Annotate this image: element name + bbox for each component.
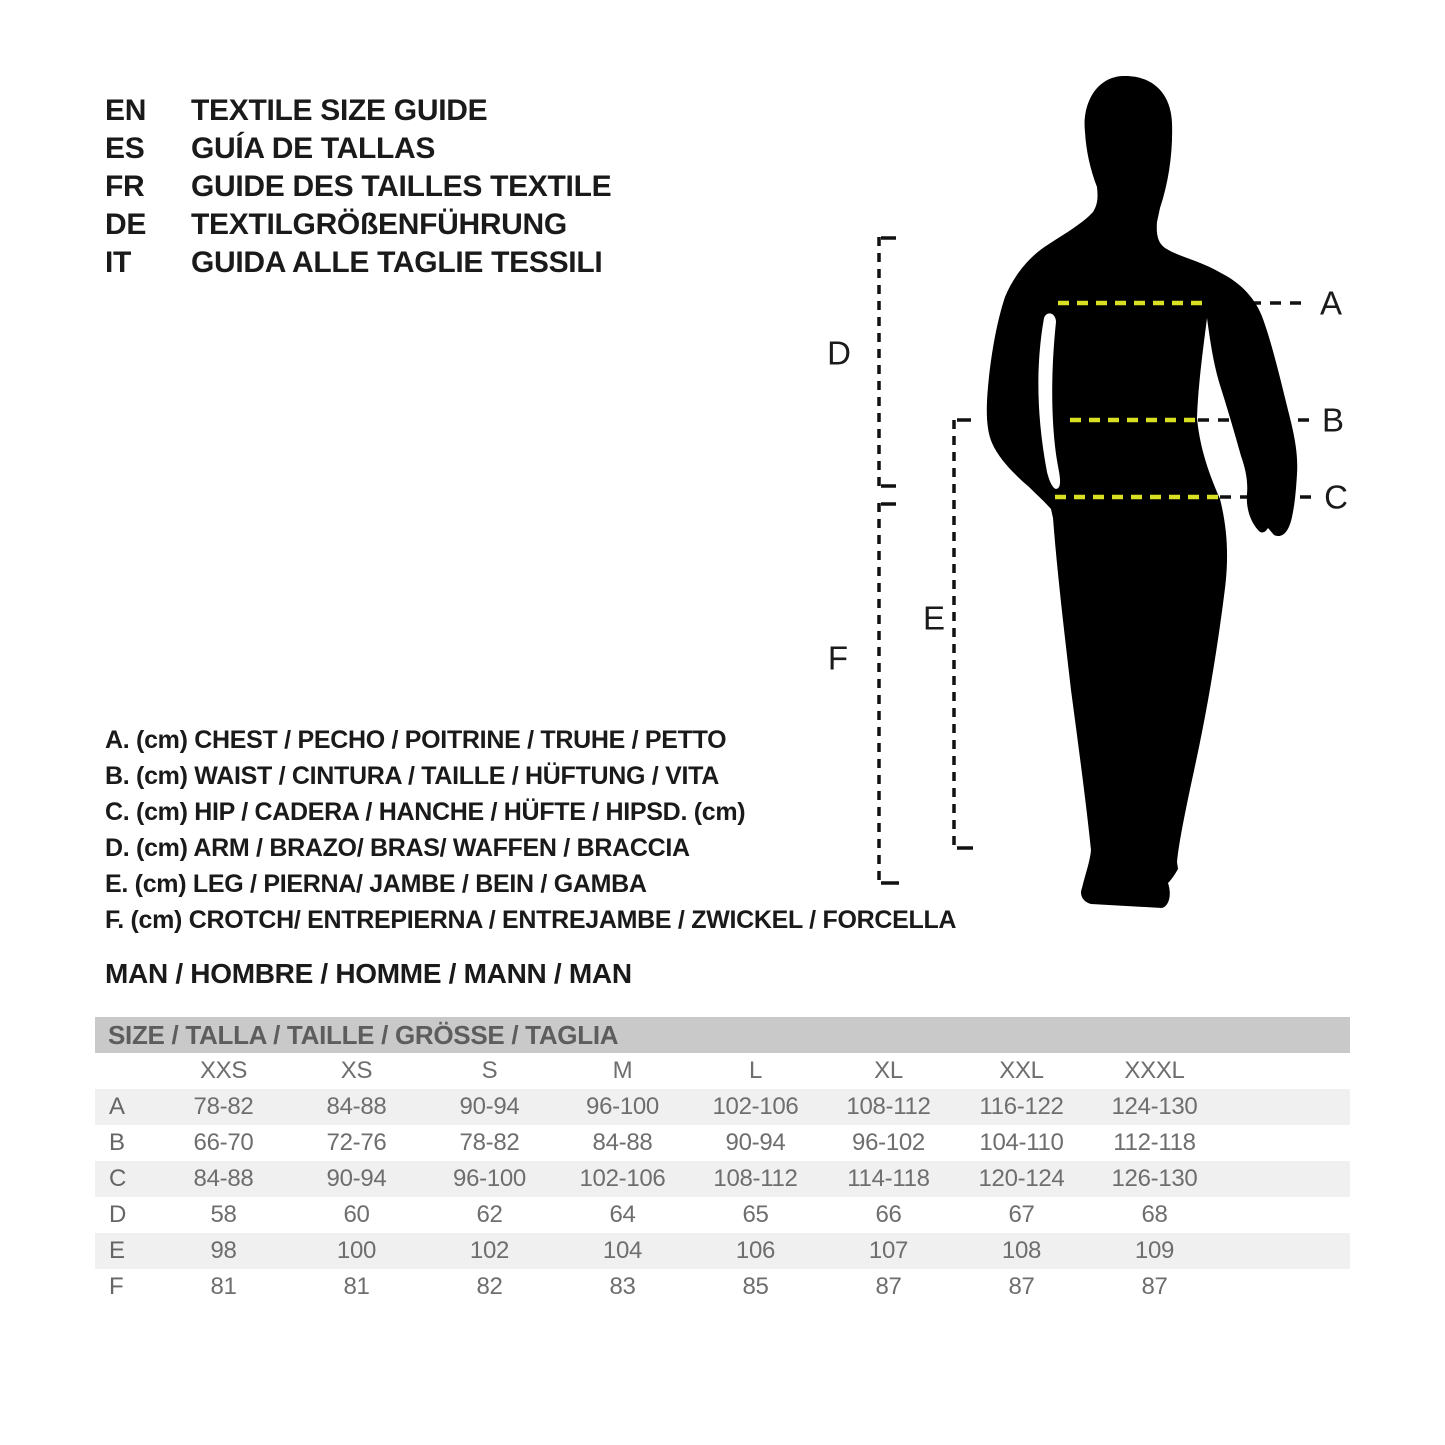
guide-title: TEXTILE SIZE GUIDE bbox=[191, 94, 488, 127]
guide-title: TEXTILGRÖßENFÜHRUNG bbox=[191, 208, 567, 241]
size-column-header: XL bbox=[874, 1057, 903, 1084]
language-code: FR bbox=[105, 170, 145, 203]
cell: 66-70 bbox=[193, 1129, 254, 1156]
cell: 116-122 bbox=[979, 1093, 1064, 1120]
cell-filler bbox=[1221, 1089, 1350, 1125]
cell: 87 bbox=[875, 1273, 902, 1300]
cell: 106 bbox=[735, 1237, 776, 1264]
cell: 66 bbox=[875, 1201, 902, 1228]
table-row-crotch bbox=[95, 1269, 1350, 1305]
cell: 114-118 bbox=[847, 1165, 930, 1192]
cell: 90-94 bbox=[725, 1129, 786, 1156]
table-row-arm bbox=[95, 1197, 1350, 1233]
cell: 90-94 bbox=[326, 1165, 387, 1192]
language-code: ES bbox=[105, 132, 145, 165]
size-header-spacer bbox=[95, 1053, 157, 1089]
language-row bbox=[105, 244, 611, 282]
cell: 104 bbox=[602, 1237, 643, 1264]
measurement-legend-item: E. (cm) LEG / PIERNA/ JAMBE / BEIN / GAMBA bbox=[105, 869, 647, 898]
language-row bbox=[105, 130, 611, 168]
cell: 108-112 bbox=[846, 1093, 931, 1120]
cell: 108 bbox=[1001, 1237, 1042, 1264]
cell: 68 bbox=[1141, 1201, 1168, 1228]
measurement-legend-item: F. (cm) CROTCH/ ENTREPIERNA / ENTREJAMBE / ZWICKEL / FORCELLA bbox=[105, 905, 957, 934]
cell: 78-82 bbox=[193, 1093, 254, 1120]
size-diagram bbox=[800, 50, 1400, 950]
table-row-chest bbox=[95, 1089, 1350, 1125]
cell: 78-82 bbox=[459, 1129, 520, 1156]
row-label: E bbox=[109, 1237, 125, 1264]
cell: 124-130 bbox=[1111, 1093, 1198, 1120]
cell-filler bbox=[1221, 1233, 1350, 1269]
measurement-legend-item: C. (cm) HIP / CADERA / HANCHE / HÜFTE / HIPSD. (cm) bbox=[105, 797, 746, 826]
cell: 96-100 bbox=[586, 1093, 659, 1120]
size-table bbox=[95, 1053, 1350, 1305]
language-code: EN bbox=[105, 94, 147, 127]
cell: 64 bbox=[609, 1201, 636, 1228]
size-column-header: L bbox=[748, 1057, 763, 1084]
size-column-header: S bbox=[481, 1057, 498, 1084]
size-header-filler bbox=[1221, 1053, 1350, 1089]
cell: 84-88 bbox=[592, 1129, 653, 1156]
language-row bbox=[105, 206, 611, 244]
cell: 58 bbox=[210, 1201, 237, 1228]
hip-label: C bbox=[1324, 478, 1348, 516]
language-code: DE bbox=[105, 208, 147, 241]
cell: 84-88 bbox=[193, 1165, 254, 1192]
cell: 102-106 bbox=[579, 1165, 666, 1192]
cell: 104-110 bbox=[979, 1129, 1064, 1156]
row-label: D bbox=[109, 1201, 127, 1228]
cell: 109 bbox=[1134, 1237, 1175, 1264]
cell: 108-112 bbox=[713, 1165, 798, 1192]
row-label: A bbox=[109, 1093, 125, 1120]
cell: 67 bbox=[1008, 1201, 1035, 1228]
measurement-legend-item: A. (cm) CHEST / PECHO / POITRINE / TRUHE / PETTO bbox=[105, 725, 727, 754]
cell: 81 bbox=[210, 1273, 237, 1300]
cell: 84-88 bbox=[326, 1093, 387, 1120]
row-label: C bbox=[109, 1165, 127, 1192]
cell: 85 bbox=[742, 1273, 769, 1300]
cell-filler bbox=[1221, 1269, 1350, 1305]
cell: 96-100 bbox=[453, 1165, 526, 1192]
cell: 126-130 bbox=[1111, 1165, 1198, 1192]
cell: 90-94 bbox=[459, 1093, 520, 1120]
guide-title: GUÍA DE TALLAS bbox=[191, 132, 436, 165]
cell: 60 bbox=[343, 1201, 370, 1228]
language-code: IT bbox=[105, 246, 132, 279]
cell: 87 bbox=[1141, 1273, 1168, 1300]
size-column-header: XXS bbox=[199, 1057, 248, 1084]
guide-title: GUIDE DES TAILLES TEXTILE bbox=[191, 170, 612, 203]
size-column-header: XXL bbox=[999, 1057, 1044, 1084]
guide-title: GUIDA ALLE TAGLIE TESSILI bbox=[191, 246, 603, 279]
measurement-legend-item: B. (cm) WAIST / CINTURA / TAILLE / HÜFTUNG / VITA bbox=[105, 761, 719, 790]
cell: 87 bbox=[1008, 1273, 1035, 1300]
row-label: F bbox=[109, 1273, 124, 1300]
table-row-waist bbox=[95, 1125, 1350, 1161]
cell: 83 bbox=[609, 1273, 636, 1300]
cell: 62 bbox=[476, 1201, 503, 1228]
language-row bbox=[105, 168, 611, 206]
category-title: MAN / HOMBRE / HOMME / MANN / MAN bbox=[105, 958, 632, 989]
cell: 112-118 bbox=[1113, 1129, 1196, 1156]
language-row bbox=[105, 92, 611, 130]
language-title-list bbox=[105, 92, 611, 282]
measurement-legend-item: D. (cm) ARM / BRAZO/ BRAS/ WAFFEN / BRACCIA bbox=[105, 833, 690, 862]
cell: 96-102 bbox=[852, 1129, 925, 1156]
cell: 107 bbox=[868, 1237, 909, 1264]
cell-filler bbox=[1221, 1161, 1350, 1197]
cell: 102 bbox=[469, 1237, 510, 1264]
table-row-hip bbox=[95, 1161, 1350, 1197]
cell: 82 bbox=[476, 1273, 503, 1300]
cell: 81 bbox=[343, 1273, 370, 1300]
man-silhouette bbox=[987, 76, 1297, 908]
cell: 100 bbox=[336, 1237, 377, 1264]
cell: 98 bbox=[210, 1237, 237, 1264]
cell: 102-106 bbox=[712, 1093, 799, 1120]
cell: 72-76 bbox=[326, 1129, 387, 1156]
leg-label: E bbox=[922, 599, 946, 637]
chest-label: A bbox=[1319, 284, 1343, 322]
crotch-label: F bbox=[827, 639, 849, 677]
man-measurement-figure bbox=[800, 50, 1400, 950]
size-column-header: M bbox=[612, 1057, 633, 1084]
row-label: B bbox=[109, 1129, 125, 1156]
cell-filler bbox=[1221, 1197, 1350, 1233]
size-header-row bbox=[95, 1053, 1350, 1089]
cell: 120-124 bbox=[978, 1165, 1065, 1192]
arm-label: D bbox=[827, 334, 851, 372]
size-column-header: XS bbox=[340, 1057, 373, 1084]
table-row-leg bbox=[95, 1233, 1350, 1269]
waist-label: B bbox=[1321, 401, 1345, 439]
cell-filler bbox=[1221, 1125, 1350, 1161]
size-column-header: XXXL bbox=[1124, 1057, 1185, 1084]
size-table-title: SIZE / TALLA / TAILLE / GRÖSSE / TAGLIA bbox=[95, 1017, 1350, 1053]
cell: 65 bbox=[742, 1201, 769, 1228]
